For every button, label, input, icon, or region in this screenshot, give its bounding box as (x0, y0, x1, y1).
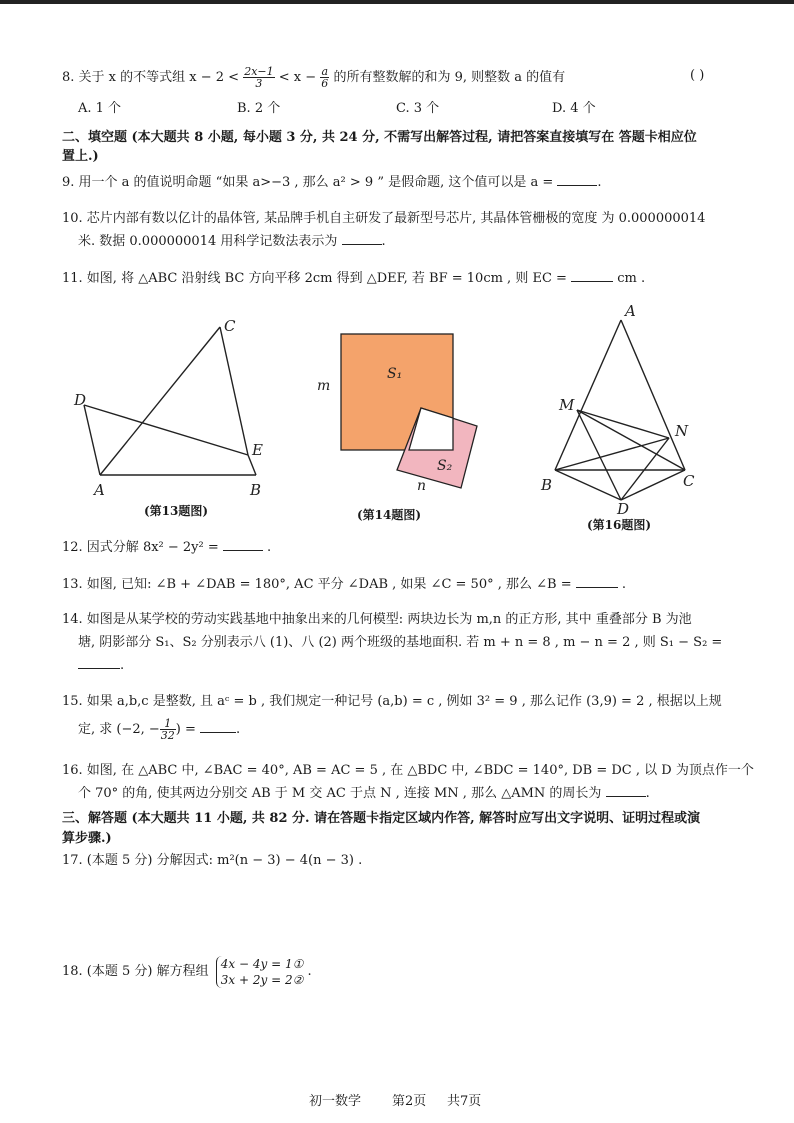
figure-16 (535, 300, 710, 515)
question-8 (62, 66, 565, 89)
q8-option-b: B. 2 个 (237, 101, 281, 116)
fig14-label-m: m (317, 378, 331, 394)
fig13-label-a: A (94, 481, 105, 499)
fig13-label-d: D (74, 391, 87, 409)
q9-answer-blank[interactable] (557, 173, 597, 186)
fig14-caption: (第14题图) (357, 508, 422, 522)
q10-answer-blank[interactable] (342, 232, 382, 245)
question-18: 18. (本题 5 分) 解方程组 4x − 4y = 1① 3x + 2y = 2② . (62, 956, 312, 987)
section-2-title-cont: 置上.) (62, 149, 99, 164)
fig13-label-c: C (224, 317, 236, 335)
fig16-label-n: N (675, 422, 689, 440)
fig14-label-s2: S₂ (437, 458, 453, 474)
fig14-label-n: n (417, 478, 427, 494)
q18-equation-1: 4x − 4y = 1① (220, 956, 304, 971)
q8-fraction-2: $\frac{a}{6}$ (321, 65, 329, 90)
q8-mid: < x − (278, 70, 317, 85)
q8-prefix: 8. 关于 x 的不等式组 x − 2 < (62, 70, 240, 85)
scan-top-edge (0, 0, 794, 4)
q15-answer-blank[interactable] (200, 720, 236, 733)
q11-answer-blank[interactable] (571, 269, 613, 282)
q14-answer-blank[interactable] (78, 656, 120, 669)
q8-option-d: D. 4 个 (552, 101, 596, 116)
question-16: 16. 如图, 在 △ABC 中, ∠BAC = 40°, AB = AC = 5 , 在 △BDC 中, ∠BDC = 140°, DB = DC , 以 D 为顶点作一个 (62, 763, 754, 778)
fig16-label-d: D (617, 500, 630, 515)
footer-page: 第2页 (392, 1094, 427, 1109)
q13-answer-blank[interactable] (576, 575, 618, 588)
question-13: 13. 如图, 已知: ∠B + ∠DAB = 180°, AC 平分 ∠DAB , 如果 ∠C = 50° , 那么 ∠B = . (62, 577, 627, 592)
q8-option-c: C. 3 个 (396, 101, 440, 116)
figure-14 (315, 330, 490, 500)
fig13-caption: (第13题图) (144, 504, 209, 518)
q12-answer-blank[interactable] (223, 538, 263, 551)
q18-equation-system (216, 956, 304, 988)
question-15: 15. 如果 a,b,c 是整数, 且 aᶜ = b , 我们规定一种记号 (a,b) = c , 例如 3² = 9 , 那么记作 (3,9) = 2 , 根据以上规 (62, 694, 722, 709)
q15-fraction: $\frac{1}{32}$ (160, 717, 175, 742)
fig16-label-m: M (559, 396, 575, 414)
section-3-title-cont: 算步骤.) (62, 831, 112, 846)
question-15-cont: 定, 求 (−2, − $\frac{1}{32}$ ) = . (78, 717, 241, 742)
q8-answer-paren: ( ) (690, 68, 705, 83)
question-16-cont: 个 70° 的角, 使其两边分别交 AB 于 M 交 AC 于点 N , 连接 MN , 那么 △AMN 的周长为 . (78, 786, 650, 801)
fig14-label-s1: S₁ (387, 366, 403, 382)
fig16-label-c: C (683, 472, 695, 490)
fig16-label-b: B (541, 476, 553, 494)
fig16-caption: (第16题图) (587, 518, 652, 532)
question-10-cont: 米. 数据 0.000000014 用科学记数法表示为 . (78, 234, 386, 249)
q8-option-a: A. 1 个 (78, 101, 122, 116)
question-14-cont: 塘, 阴影部分 S₁、S₂ 分别表示八 (1)、八 (2) 两个班级的基地面积. 若 m + n = 8 , m − n = 2 , 则 S₁ − S₂ = (78, 635, 723, 650)
q8-suffix: 的所有整数解的和为 9, 则整数 a 的值有 (333, 70, 566, 85)
fig13-label-e: E (252, 441, 263, 459)
footer-grade: 初一数学 (309, 1094, 362, 1109)
fig13-label-b: B (250, 481, 262, 499)
question-14-answer: . (78, 656, 124, 675)
question-12: 12. 因式分解 8x² − 2y² = . (62, 540, 272, 555)
section-3-title: 三、解答题 (本大题共 11 小题, 共 82 分. 请在答题卡指定区域内作答, 解答时应写出文字说明、证明过程或演 (62, 811, 701, 826)
question-17: 17. (本题 5 分) 分解因式: m²(n − 3) − 4(n − 3) . (62, 853, 363, 868)
q16-answer-blank[interactable] (606, 784, 646, 797)
fig16-label-a: A (625, 302, 636, 320)
q18-equation-2: 3x + 2y = 2② (220, 972, 304, 987)
question-10: 10. 芯片内部有数以亿计的晶体管, 某品牌手机自主研发了最新型号芯片, 其晶体管栅极的宽度 为 0.000000014 (62, 211, 706, 226)
question-11: 11. 如图, 将 △ABC 沿射线 BC 方向平移 2cm 得到 △DEF, 若 BF = 10cm , 则 EC = cm . (62, 271, 646, 286)
figure-13 (60, 305, 290, 500)
section-2-title: 二、填空题 (本大题共 8 小题, 每小题 3 分, 共 24 分, 不需写出解答过程, 请把答案直接填写在 答题卡相应位 (62, 130, 697, 145)
q8-fraction: $\frac{2x-1}{3}$ (244, 65, 274, 90)
footer-total: 共7页 (447, 1094, 482, 1109)
question-9: 9. 用一个 a 的值说明命题 “如果 a>−3 , 那么 a² > 9 ” 是假命题, 这个值可以是 a = . (62, 175, 602, 190)
question-14: 14. 如图是从某学校的劳动实践基地中抽象出来的几何模型: 两块边长为 m,n 的正方形, 其中 重叠部分 B 为池 (62, 612, 692, 627)
